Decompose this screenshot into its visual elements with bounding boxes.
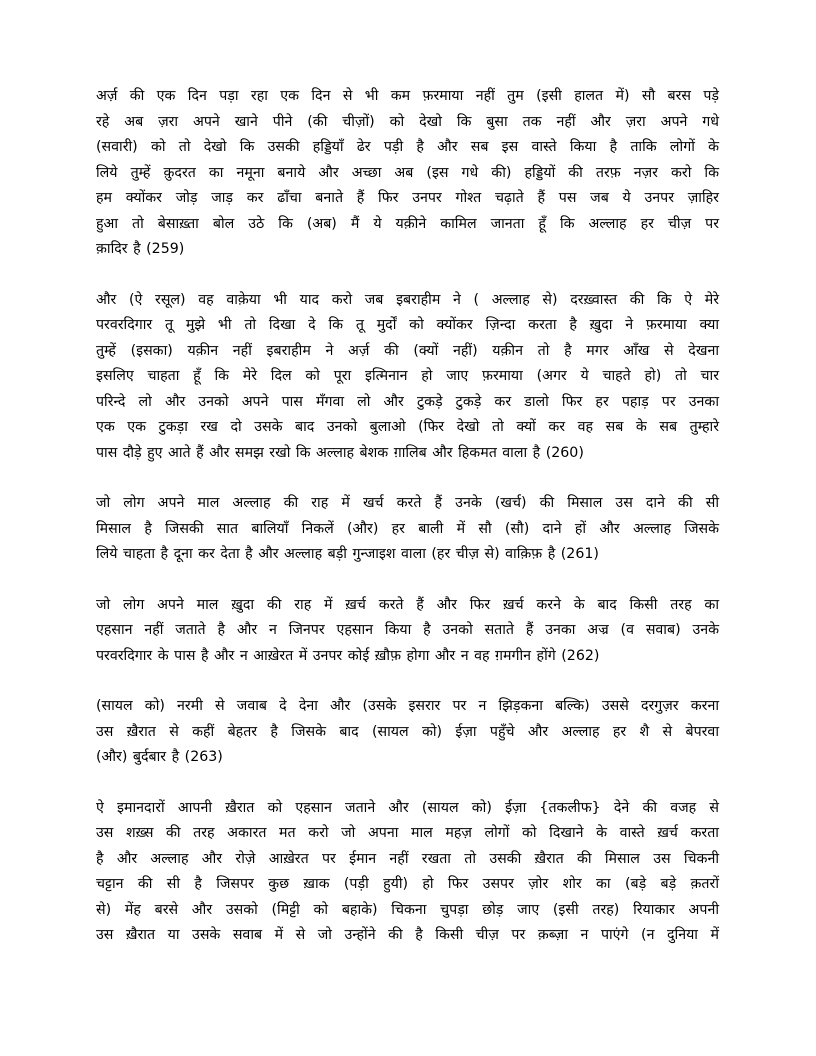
text-line: परवरदिगार तू मुझे भी तो दिखा दे कि तू मुर्दों को क्योंकर ज़िन्दा करता है ख़ुदा ने फ़रमाया क्या (96, 317, 719, 333)
text-line: रहे अब ज़रा अपने खाने पीने (की चीज़ों) को देखो कि बुसा तक नहीं और ज़रा अपने गधे (96, 113, 719, 130)
text-line: हम क्योंकर जोड़ जाड़ कर ढाँचा बनाते हैं फिर उनपर गोश्त चढ़ाते हैं पस जब ये उनपर ज़ाहिर (96, 190, 719, 206)
text-line: एहसान नहीं जताते है और न जिनपर एहसान किया है उनको सताते हैं उनका अज्र (व सवाब) उनके (96, 622, 719, 638)
text-line: और (ऐ रसूल) वह वाक़ेया भी याद करो जब इबराहीम ने ( अल्लाह से) दरख़्वास्त की कि ऐ मेरे (96, 291, 719, 308)
text-line: इसलिए चाहता हूँ कि मेरे दिल को पूरा इत्मिनान हो जाए फ़रमाया (अगर ये चाहते हो) तो चार (96, 368, 719, 384)
text-line: एक एक टुकड़ा रख दो उसके बाद उनको बुलाओ (फिर देखो तो क्यों कर वह सब के सब तुम्हारे (96, 419, 719, 435)
paragraph-264 (96, 796, 719, 949)
text-line: है और अल्लाह और रोज़े आख़ेरत पर ईमान नहीं रखता तो उसकी ख़ैरात की मिसाल उस चिकनी (96, 850, 719, 867)
text-line: जो लोग अपने माल अल्लाह की राह में खर्च करते हैं उनके (खर्च) की मिसाल उस दाने की सी (96, 495, 719, 511)
text-line: लिये चाहता है दूना कर देता है और अल्लाह बड़ी गुन्जाइश वाला (हर चीज़ से) वाक़िफ़ है (261) (96, 546, 599, 562)
paragraph-260 (96, 288, 719, 467)
text-line: उस ख़ैरात या उसके सवाब में से जो उन्होंने की है किसी चीज़ पर क़ब्ज़ा न पाएंगे (न दुनिया में (96, 927, 719, 943)
paragraph-262 (96, 593, 719, 670)
text-line: हुआ तो बेसाख़्ता बोल उठे कि (अब) मैं ये यक़ीने कामिल जानता हूँ कि अल्लाह हर चीज़ पर (96, 215, 719, 232)
paragraph-259 (96, 84, 719, 263)
paragraph-263 (96, 694, 719, 771)
text-line: लिये तुम्हें क़ुदरत का नमूना बनाये और अच्छा अब (इस गधे की) हड्डियों की तरफ़ नज़र करो कि (96, 164, 719, 181)
text-line: से) मेंह बरसे और उसको (मिट्टी को बहाके) चिकना चुपड़ा छोड़ जाए (इसी तरह) रियाकार अपनी (96, 901, 719, 918)
text-line: ऐ इमानदारों आपनी ख़ैरात को एहसान जताने और (सायल को) ईज़ा {तकलीफ} देने की वजह से (96, 799, 719, 816)
text-line: उस शख़्स की तरह अकारत मत करो जो अपना माल महज़ लोगों को दिखाने के वास्ते ख़र्च करता (96, 825, 719, 841)
text-line: परवरदिगार के पास है और न आख़ेरत में उनपर कोई ख़ौफ़ होगा और न वह ग़मगीन होंगे (262) (96, 647, 600, 664)
text-line: तुम्हें (इसका) यक़ीन नहीं इबराहीम ने अर्ज़ की (क्यों नहीं) यक़ीन तो है मगर आँख से देखना (96, 342, 719, 359)
text-line: चट्टान की सी है जिसपर कुछ ख़ाक (पड़ी हुयी) हो फिर उसपर ज़ोर शोर का (बड़े बड़े क़तरों (96, 876, 719, 892)
text-line: उस ख़ैरात से कहीं बेहतर है जिसके बाद (सायल को) ईज़ा पहुँचे और अल्लाह हर शै से बेपरवा (96, 723, 719, 740)
paragraph-261 (96, 491, 719, 568)
text-line: परिन्दे लो और उनको अपने पास मँगवा लो और टुकड़े टुकड़े कर डालो फिर हर पहाड़ पर उनका (96, 393, 719, 410)
text-line: (सायल को) नरमी से जवाब दे देना और (उसके इसरार पर न झिड़कना बल्कि) उससे दरगुज़र करना (96, 698, 719, 714)
text-line: (और) बुर्दबार है (263) (96, 749, 223, 765)
text-line: अर्ज़ की एक दिन पड़ा रहा एक दिन से भी कम फ़रमाया नहीं तुम (इसी हालत में) सौ बरस पड़े (96, 88, 719, 104)
text-line: मिसाल है जिसकी सात बालियाँ निकलें (और) हर बाली में सौ (सौ) दाने हों और अल्लाह जिसके (96, 520, 719, 537)
text-line: (सवारी) को तो देखो कि उसकी हड्डियाँ ढेर पड़ी है और सब इस वास्ते किया है ताकि लोगों के (96, 139, 719, 155)
document-body (96, 84, 719, 974)
text-line: पास दौड़े हुए आते हैं और समझ रखो कि अल्लाह बेशक ग़ालिब और हिकमत वाला है (260) (96, 444, 584, 461)
text-line: जो लोग अपने माल ख़ुदा की राह में ख़र्च करते हैं और फिर ख़र्च करने के बाद किसी तरह का (96, 596, 719, 613)
text-line: क़ादिर है (259) (96, 241, 185, 257)
